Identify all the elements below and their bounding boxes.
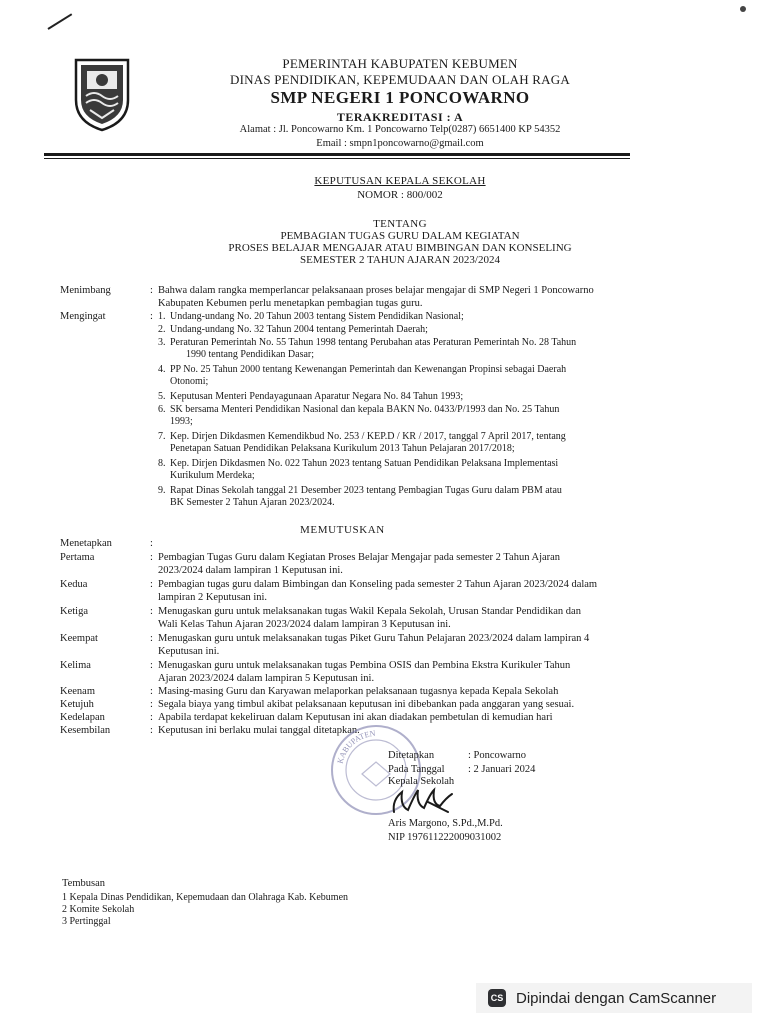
decree-subject-line-1: PEMBAGIAN TUGAS GURU DALAM KEGIATAN [280, 230, 520, 242]
tembusan-item: 3 Pertinggal [62, 916, 111, 927]
decision-line: Keputusan ini. [158, 645, 220, 657]
decision-line: Masing-masing Guru dan Karyawan melaporkan pelaksanaan tugasnya kepada Kepala Sekolah [158, 686, 559, 697]
decision-line: Segala biaya yang timbul akibat pelaksanaan keputusan ini dibebankan pada anggaran yang sesuai. [158, 699, 575, 710]
item-line: Kurikulum Merdeka; [170, 470, 255, 481]
decision-line: Pembagian tugas guru dalam Bimbingan dan Konseling pada semester 2 Tahun Ajaran 2023/2024 dalam [158, 579, 598, 590]
decision-line: Apabila terdapat kekeliruan dalam Keputusan ini akan diadakan pembetulan di kemudian hari [158, 712, 553, 723]
camscanner-logo-icon: CS [488, 989, 506, 1007]
decision-line: Pembagian Tugas Guru dalam Kegiatan Proses Belajar Mengajar pada semester 2 Tahun Ajaran [158, 552, 561, 563]
handwritten-signature [388, 782, 468, 818]
mengingat-label: Mengingat [60, 311, 106, 322]
item-number: 5. [158, 391, 166, 402]
item-number: 6. [158, 404, 166, 415]
item-line: 1990 tentang Pendidikan Dasar; [186, 349, 315, 360]
decision-label: Keenam [60, 686, 95, 697]
decision-label: Ketiga [60, 606, 88, 617]
decision-line: Menugaskan guru untuk melaksanakan tugas Wakil Kepala Sekolah, Urusan Standar Pendidikan dan [158, 606, 581, 617]
signatory-nip: NIP 197611222009031002 [388, 832, 502, 843]
decree-subject-line-3: SEMESTER 2 TAHUN AJARAN 2023/2024 [300, 254, 500, 266]
signatory-position: Kepala Sekolah [388, 776, 455, 787]
decree-subject-line-2: PROSES BELAJAR MENGAJAR ATAU BIMBINGAN DAN KONSELING [228, 242, 572, 254]
decision-label: Pertama [60, 552, 95, 563]
colon: : [150, 285, 153, 296]
tembusan-title: Tembusan [62, 878, 106, 889]
item-line: Rapat Dinas Sekolah tanggal 21 Desember 2023 tentang Pembagian Tugas Guru dalam PBM atau [170, 485, 562, 496]
colon: : [150, 660, 153, 671]
item-line: Undang-undang No. 32 Tahun 2004 tentang Pemerintah Daerah; [170, 324, 428, 335]
item-number: 7. [158, 431, 166, 442]
colon: : [150, 686, 153, 697]
item-number: 4. [158, 364, 166, 375]
decision-line: 2023/2024 dalam lampiran 1 Keputusan ini. [158, 564, 343, 576]
decision-line: lampiran 2 Keputusan ini. [158, 591, 268, 603]
decision-text [158, 660, 670, 685]
item-line: Kep. Dirjen Dikdasmen No. 022 Tahun 2023 tentang Satuan Pendidikan Pelaksana Implementasi [170, 458, 559, 469]
decision-label: Kedelapan [60, 712, 105, 723]
colon: : [150, 538, 153, 549]
menetapkan-label: Menetapkan [60, 538, 112, 549]
decision-line: Wali Kelas Tahun Ajaran 2023/2024 dalam lampiran 3 Keputusan ini. [158, 618, 451, 630]
letterhead-government: PEMERINTAH KABUPATEN KEBUMEN [282, 56, 518, 71]
colon: : [150, 552, 153, 563]
item-line: PP No. 25 Tahun 2000 tentang Kewenangan Pemerintah dan Kewenangan Propinsi sebagai Daerah [170, 364, 567, 375]
colon: : [150, 712, 153, 723]
decision-label: Kesembilan [60, 725, 111, 736]
decision-line: Menugaskan guru untuk melaksanakan tugas Piket Guru Tahun Pelajaran 2023/2024 dalam lampiran 4 [158, 633, 590, 644]
decree-number: NOMOR : 800/002 [357, 189, 443, 201]
scan-dot [740, 6, 746, 12]
item-line: SK bersama Menteri Pendidikan Nasional dan kepala BAKN No. 0433/P/1993 dan No. 25 Tahun [170, 404, 560, 415]
signatory-name: Aris Margono, S.Pd.,M.Pd. [388, 818, 503, 829]
decision-text [158, 579, 670, 604]
memutuskan-heading: MEMUTUSKAN [300, 524, 385, 536]
decision-label: Kelima [60, 660, 91, 671]
camscanner-text: Dipindai dengan CamScanner [516, 989, 717, 1007]
decision-line: Menugaskan guru untuk melaksanakan tugas Pembina OSIS dan Pembina Ekstra Kurikuler Tahun [158, 660, 571, 671]
decision-line: Ajaran 2023/2024 dalam lampiran 5 Keputusan ini. [158, 672, 375, 684]
letterhead-rule-thick [44, 153, 630, 156]
item-line: Keputusan Menteri Pendayagunaan Aparatur Negara No. 84 Tahun 1993; [170, 391, 464, 402]
regency-crest-icon [72, 56, 132, 132]
letterhead-email: Email : smpn1poncowarno@gmail.com [316, 138, 484, 149]
pen-mark [47, 13, 72, 30]
decision-text [158, 699, 670, 712]
menimbang-text [158, 285, 670, 310]
letterhead-school-name: SMP NEGERI 1 PONCOWARNO [270, 88, 530, 107]
colon: : [150, 311, 153, 322]
item-number: 3. [158, 337, 166, 348]
letterhead-department: DINAS PENDIDIKAN, KEPEMUDAAN DAN OLAH RAGA [230, 72, 570, 87]
tanggal-label: Pada Tanggal [388, 764, 445, 775]
item-number: 8. [158, 458, 166, 469]
colon: : [150, 633, 153, 644]
decision-text [158, 686, 670, 699]
menimbang-line: Kabupaten Kebumen perlu menetapkan pembagian tugas guru. [158, 297, 423, 309]
item-line: Undang-undang No. 20 Tahun 2003 tentang Sistem Pendidikan Nasional; [170, 311, 464, 322]
tembusan-item: 1 Kepala Dinas Pendidikan, Kepemudaan dan Olahraga Kab. Kebumen [62, 892, 349, 903]
item-number: 2. [158, 324, 166, 335]
decision-text [158, 633, 670, 658]
letterhead-rule-thin [44, 158, 630, 159]
letterhead-address: Alamat : Jl. Poncowarno Km. 1 Poncowarno Telp(0287) 6651400 KP 54352 [239, 124, 561, 135]
decision-label: Keempat [60, 633, 98, 644]
decree-title: KEPUTUSAN KEPALA SEKOLAH [314, 175, 486, 187]
tembusan-item: 2 Komite Sekolah [62, 904, 135, 915]
decision-text [158, 606, 670, 631]
item-line: Kep. Dirjen Dikdasmen Kemendikbud No. 253 / KEP.D / KR / 2017, tanggal 7 April 2017, tentang [170, 431, 566, 442]
colon: : [150, 606, 153, 617]
tanggal-value: : 2 Januari 2024 [468, 764, 536, 775]
item-line: Otonomi; [170, 376, 209, 387]
decision-line: Keputusan ini berlaku mulai tanggal ditetapkan. [158, 725, 360, 736]
decision-text [158, 552, 670, 577]
decision-label: Kedua [60, 579, 88, 590]
item-line: 1993; [170, 416, 193, 427]
menimbang-label: Menimbang [60, 285, 111, 296]
item-number: 1. [158, 311, 166, 322]
colon: : [150, 579, 153, 590]
item-line: Peraturan Pemerintah No. 55 Tahun 1998 tentang Perubahan atas Peraturan Pemerintah No. 28 Tahun [170, 337, 577, 348]
camscanner-watermark [476, 983, 752, 1013]
stamp-text: KABUPATEN [335, 728, 376, 765]
decree-about: TENTANG [373, 218, 427, 230]
colon: : [150, 699, 153, 710]
decision-label: Ketujuh [60, 699, 94, 710]
item-line: Penetapan Satuan Pendidikan Pelaksana Kurikulum 2013 Tahun Pelajaran 2017/2018; [170, 443, 515, 454]
item-line: BK Semester 2 Tahun Ajaran 2023/2024. [170, 497, 335, 508]
ditetapkan-value: : Poncowarno [468, 750, 527, 761]
item-number: 9. [158, 485, 166, 496]
menimbang-line: Bahwa dalam rangka memperlancar pelaksanaan proses belajar mengajar di SMP Negeri 1 Poncowarno [158, 285, 594, 296]
ditetapkan-label: Ditetapkan [388, 750, 435, 761]
letterhead-accreditation: TERAKREDITASI : A [336, 110, 464, 124]
colon: : [150, 725, 153, 736]
